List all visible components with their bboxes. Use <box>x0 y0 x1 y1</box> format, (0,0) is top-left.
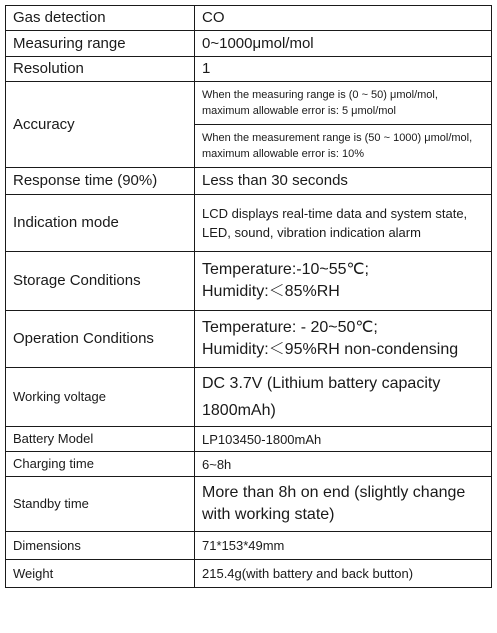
value-line: When the measuring range is (0 ~ 50) μmol/mol, <box>202 89 438 101</box>
table-row <box>6 452 492 477</box>
spec-value: 0~1000μmol/mol <box>195 31 492 57</box>
table-row <box>6 168 492 195</box>
value-line: maximum allowable error is: 5 μmol/mol <box>202 105 396 117</box>
spec-value <box>195 195 492 252</box>
spec-value: CO <box>195 6 492 31</box>
value-line: Humidity:＜85%RH <box>202 283 340 300</box>
value-line: 1800mAh) <box>202 402 276 419</box>
spec-value <box>195 252 492 311</box>
value-line: When the measurement range is (50 ~ 1000) μmol/mol, <box>202 132 473 144</box>
spec-label: Indication mode <box>6 195 195 252</box>
spec-label: Resolution <box>6 57 195 82</box>
spec-value <box>195 82 492 125</box>
value-line: DC 3.7V (Lithium battery capacity <box>202 375 441 392</box>
spec-label: Weight <box>6 560 195 588</box>
table-row <box>6 82 492 125</box>
table-row <box>6 31 492 57</box>
spec-value <box>195 311 492 368</box>
table-row <box>6 57 492 82</box>
table-row <box>6 195 492 252</box>
table-row <box>6 560 492 588</box>
spec-value: Less than 30 seconds <box>195 168 492 195</box>
table-row <box>6 6 492 31</box>
spec-value: 71*153*49mm <box>195 532 492 560</box>
spec-label: Dimensions <box>6 532 195 560</box>
spec-label: Charging time <box>6 452 195 477</box>
spec-label: Accuracy <box>6 82 195 168</box>
value-line: More than 8h on end (slightly change <box>202 484 466 501</box>
table-row <box>6 368 492 427</box>
spec-label: Measuring range <box>6 31 195 57</box>
spec-label: Operation Conditions <box>6 311 195 368</box>
spec-label: Gas detection <box>6 6 195 31</box>
value-line: with working state) <box>202 506 335 523</box>
spec-label: Battery Model <box>6 427 195 452</box>
table-row <box>6 427 492 452</box>
spec-value: 1 <box>195 57 492 82</box>
spec-value: LP103450-1800mAh <box>195 427 492 452</box>
spec-label: Standby time <box>6 477 195 532</box>
spec-label: Response time (90%) <box>6 168 195 195</box>
spec-value: 215.4g(with battery and back button) <box>195 560 492 588</box>
table-row <box>6 532 492 560</box>
value-line: Temperature:-10~55℃; <box>202 261 369 278</box>
value-line: maximum allowable error is: 10% <box>202 148 364 160</box>
table-row <box>6 252 492 311</box>
value-line: Temperature: - 20~50℃; <box>202 319 378 336</box>
value-line: LED, sound, vibration indication alarm <box>202 225 421 240</box>
table-row <box>6 477 492 532</box>
spec-label: Storage Conditions <box>6 252 195 311</box>
spec-label: Working voltage <box>6 368 195 427</box>
table-row <box>6 311 492 368</box>
value-line: LCD displays real-time data and system state, <box>202 206 468 221</box>
value-line: Humidity:＜95%RH non-condensing <box>202 341 459 358</box>
spec-value <box>195 125 492 168</box>
spec-value: 6~8h <box>195 452 492 477</box>
spec-value <box>195 368 492 427</box>
spec-value <box>195 477 492 532</box>
specification-table <box>5 5 492 588</box>
